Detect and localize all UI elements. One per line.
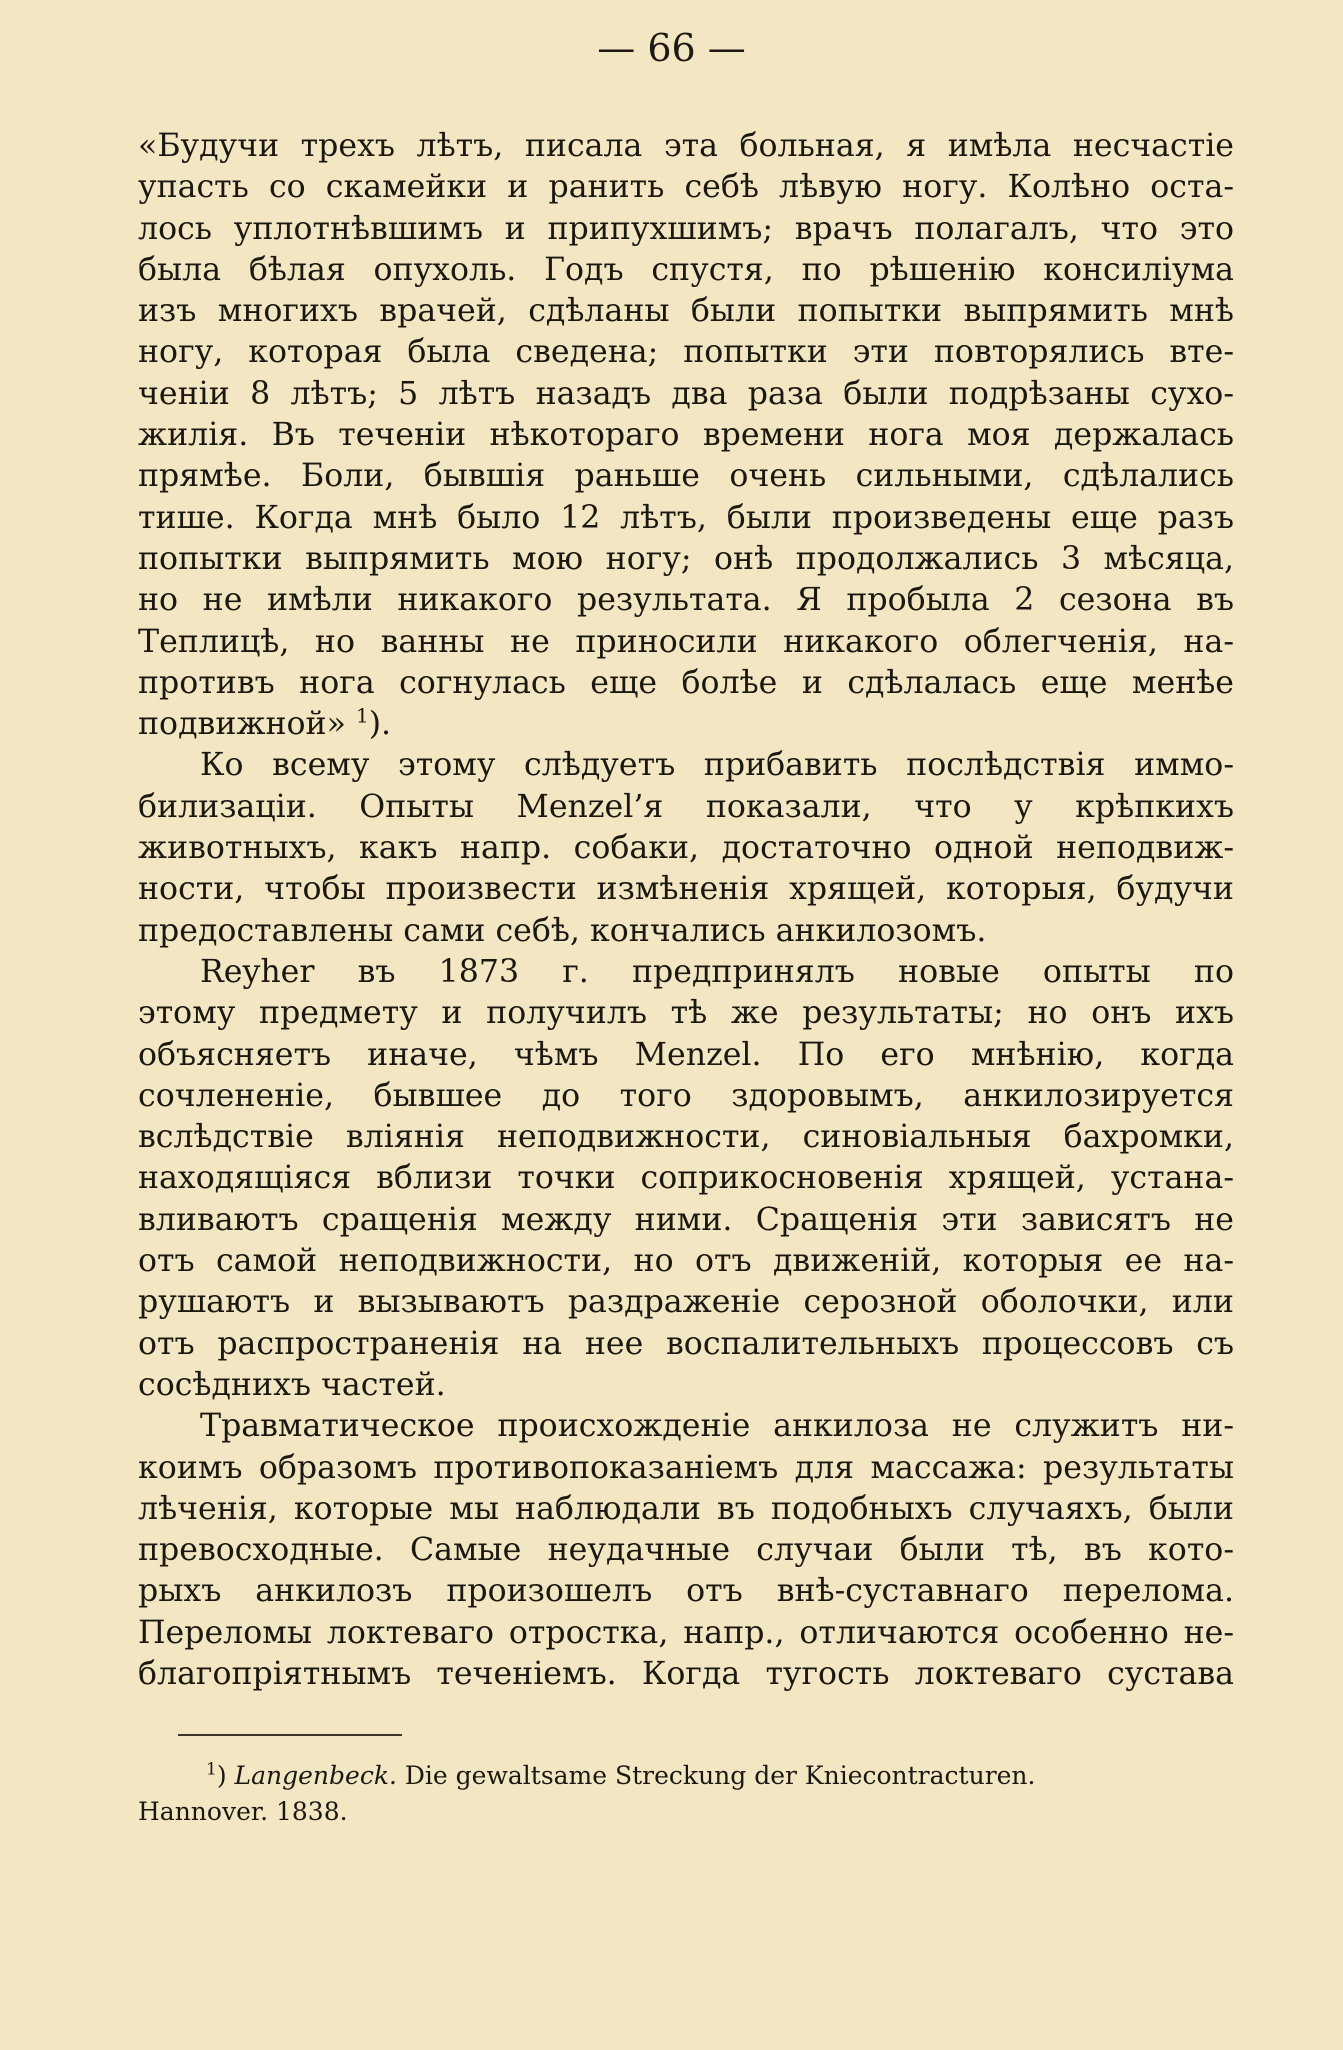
text-line: жилія. Въ теченіи нѣкотораго времени нога моя держалась xyxy=(138,417,1234,454)
text-line: попытки выпрямить мою ногу; онѣ продолжались 3 мѣсяца, xyxy=(138,540,1234,577)
text-line: Ко всему этому слѣдуетъ прибавить послѣдствія иммо- xyxy=(200,747,1234,784)
text-line: вслѣдствіе вліянія неподвижности, синовіальныя бахромки, xyxy=(138,1119,1234,1156)
footnote-place-year: Hannover. 1838. xyxy=(138,1797,348,1826)
paragraph-1 xyxy=(138,126,1234,745)
footnote-author: Langenbeck. xyxy=(234,1761,397,1790)
footnote-divider xyxy=(178,1734,402,1736)
text-line: лѣченія, которые мы наблюдали въ подобныхъ случаяхъ, были xyxy=(138,1490,1234,1527)
text-line: животныхъ, какъ напр. собаки, достаточно одной неподвиж- xyxy=(138,830,1234,867)
text-line: «Будучи трехъ лѣтъ, писала эта больная, я имѣла несчастіе xyxy=(138,128,1234,164)
footnote-line: $^1$) Langenbeck. Die gewaltsame Streckung der Kniecontracturen. xyxy=(206,1759,1036,1790)
text-line: вливаютъ сращенія между ними. Сращенія эти зависятъ не xyxy=(138,1201,1234,1238)
text-line: ногу, которая была сведена; попытки эти повторялись вте- xyxy=(138,334,1234,371)
body-text xyxy=(138,126,1234,1695)
footnote xyxy=(138,1758,1234,1830)
footnote-reference[interactable]: 1 xyxy=(355,703,369,728)
text-line: упасть со скамейки и ранить себѣ лѣвую ногу. Колѣно оста- xyxy=(138,169,1234,206)
text-line: лось уплотнѣвшимъ и припухшимъ; врачъ полагалъ, что это xyxy=(138,210,1234,247)
text-line: прямѣе. Боли, бывшія раньше очень сильными, сдѣлались xyxy=(138,458,1234,495)
text-line: рушаютъ и вызываютъ раздраженіе серозной оболочки, или xyxy=(138,1284,1234,1321)
text-line: тише. Когда мнѣ было 12 лѣтъ, были произведены еще разъ xyxy=(138,499,1234,536)
text-line: Теплицѣ, но ванны не приносили никакого облегченія, на- xyxy=(138,623,1234,660)
page-number: — 66 — xyxy=(597,26,746,70)
text-line: находящіяся вблизи точки соприкосновенія хрящей, устана- xyxy=(138,1160,1234,1197)
text-fragment: подвижной» xyxy=(138,706,346,743)
footnote-title: Die gewaltsame Streckung der Kniecontracturen. xyxy=(404,1761,1036,1790)
text-line: этому предмету и получилъ тѣ же результаты; но онъ ихъ xyxy=(138,995,1234,1032)
text-line: объясняетъ иначе, чѣмъ Menzel. По его мнѣнію, когда xyxy=(138,1036,1234,1073)
text-line: отъ самой неподвижности, но отъ движеній, которыя ее на- xyxy=(138,1243,1234,1280)
paragraph-2 xyxy=(138,745,1234,951)
text-line: ченіи 8 лѣтъ; 5 лѣтъ назадъ два раза были подрѣзаны сухо- xyxy=(138,375,1234,412)
text-line: Reyher въ 1873 г. предпринялъ новые опыты по xyxy=(200,953,1234,990)
text-line: коимъ образомъ противопоказаніемъ для массажа: результаты xyxy=(138,1449,1234,1486)
text-line-last: сосѣднихъ частей. xyxy=(138,1366,446,1403)
footnote-mark: 1 xyxy=(206,1759,217,1780)
text-line-last: предоставлены сами себѣ, кончались анкилозомъ. xyxy=(138,912,987,949)
text-line: рыхъ анкилозъ произошелъ отъ внѣ-суставнаго перелома. xyxy=(138,1573,1234,1610)
text-line: ности, чтобы произвести измѣненія хрящей, которыя, будучи xyxy=(138,871,1234,908)
text-line: превосходные. Самые неудачные случаи были тѣ, въ кото- xyxy=(138,1532,1234,1569)
text-line: благопріятнымъ теченіемъ. Когда тугость локтеваго сустава xyxy=(138,1655,1234,1692)
text-line: Травматическое происхожденіе анкилоза не служитъ ни- xyxy=(200,1408,1234,1445)
text-line: но не имѣли никакого результата. Я пробыла 2 сезона въ xyxy=(138,582,1234,619)
text-line: изъ многихъ врачей, сдѣланы были попытки выпрямить мнѣ xyxy=(138,293,1234,330)
paragraph-4 xyxy=(138,1406,1234,1695)
text-line: билизаціи. Опыты Menzel’я показали, что у крѣпкихъ xyxy=(138,788,1234,825)
text-line: сочлененіе, бывшее до того здоровымъ, анкилозируется xyxy=(138,1077,1234,1114)
text-line: отъ распространенія на нее воспалительныхъ процессовъ съ xyxy=(138,1325,1234,1362)
text-line: была бѣлая опухоль. Годъ спустя, по рѣшенію консиліума xyxy=(138,251,1234,288)
text-line-last xyxy=(138,704,1234,745)
text-line: Переломы локтеваго отростка, напр., отличаются особенно не- xyxy=(138,1614,1234,1651)
paragraph-3 xyxy=(138,952,1234,1406)
text-line: противъ нога согнулась еще болѣе и сдѣлалась еще менѣе xyxy=(138,664,1234,701)
text-fragment: ). xyxy=(368,706,392,743)
